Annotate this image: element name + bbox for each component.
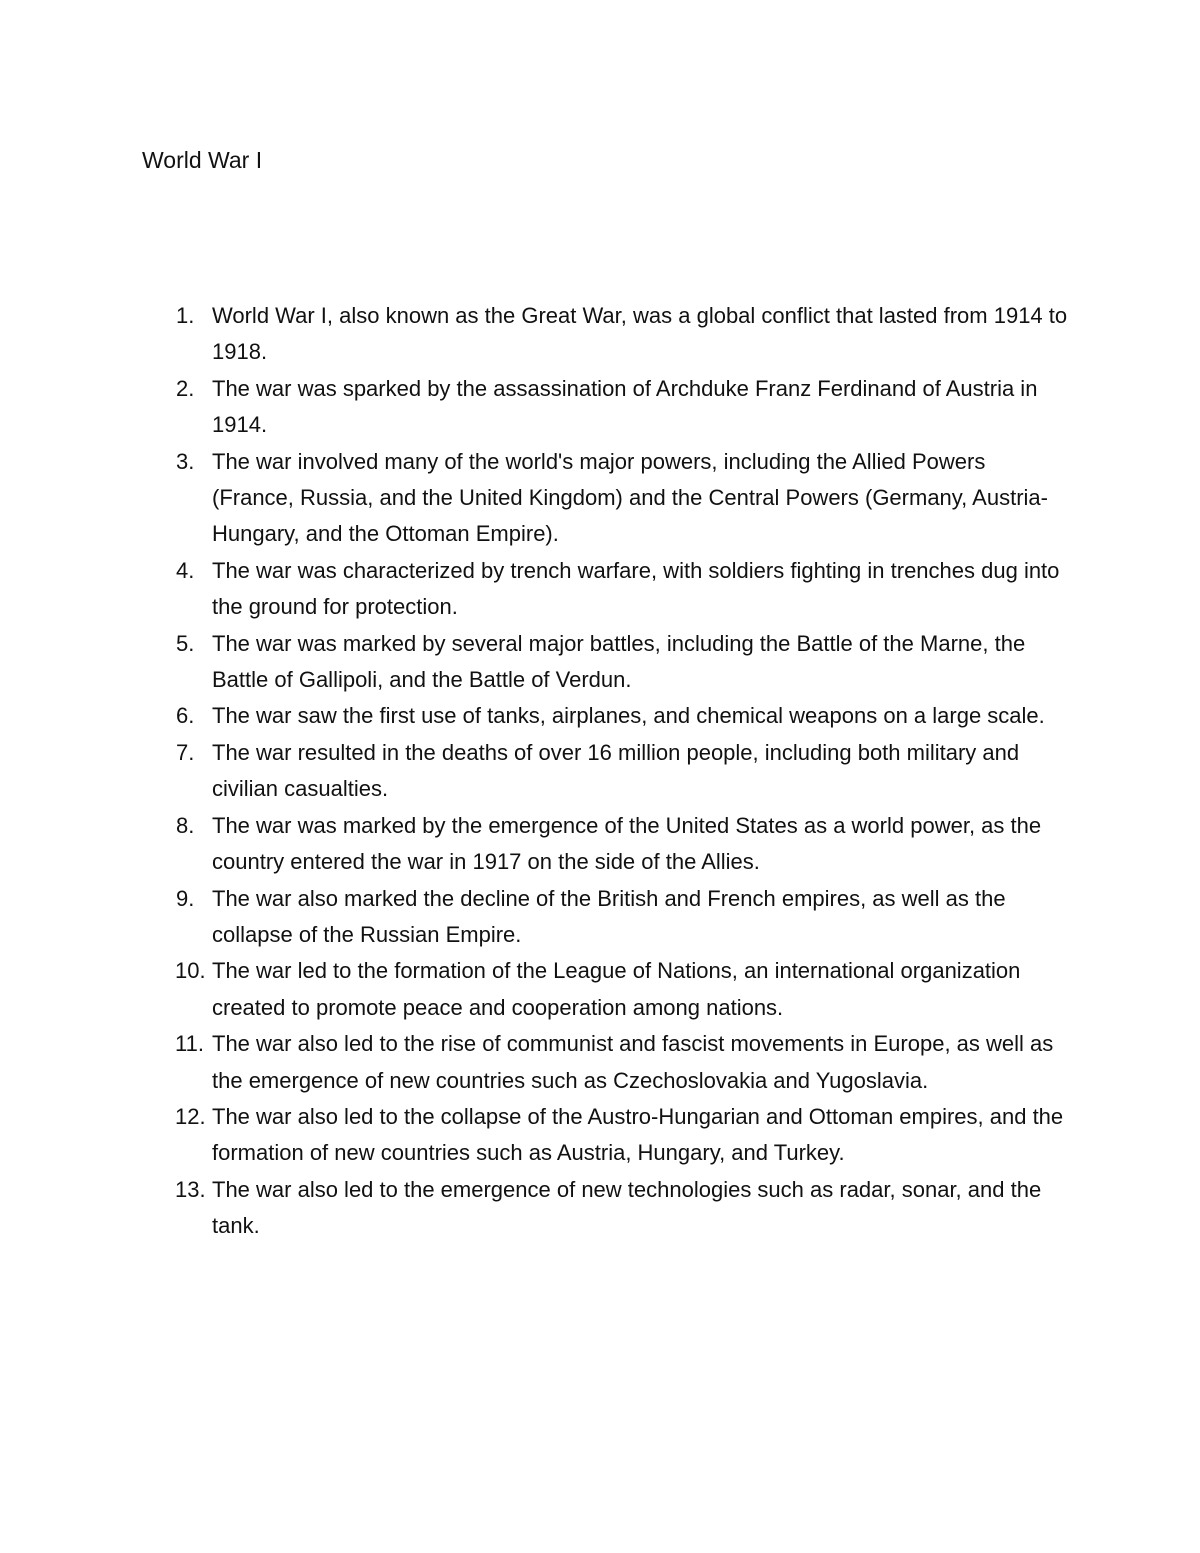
list-item-number: 3.: [176, 448, 195, 474]
list-item: [142, 553, 1072, 626]
list-item-number: 5.: [176, 630, 195, 656]
list-item-text: The war also led to the emergence of new technologies such as radar, sonar, and the tank.: [212, 1176, 1042, 1239]
list-item: [142, 953, 1072, 1026]
list-item-text: The war led to the formation of the League of Nations, an international organization created to promote peace and cooperation among nations.: [212, 958, 1021, 1020]
list-item-number: 9.: [176, 885, 195, 911]
list-item-text: The war saw the first use of tanks, airplanes, and chemical weapons on a large scale.: [212, 703, 1045, 729]
list-item: [142, 298, 1072, 371]
list-item-number: 13.: [175, 1176, 206, 1202]
list-item-text: The war was characterized by trench warfare, with soldiers fighting in trenches dug into the ground for protection.: [212, 557, 1060, 620]
list-item-number: 11.: [175, 1031, 204, 1057]
list-item: [142, 1099, 1072, 1172]
list-item-text: The war also marked the decline of the British and French empires, as well as the collapse of the Russian Empire.: [212, 885, 1006, 947]
list-item-number: 7.: [176, 739, 195, 765]
list-item: [142, 1026, 1072, 1099]
list-item-number: 4.: [176, 557, 195, 583]
list-item-text: The war was marked by several major battles, including the Battle of the Marne, the Battle of Gallipoli, and the Battle of Verdun.: [212, 630, 1026, 693]
list-item: [142, 626, 1072, 699]
list-item: [142, 808, 1072, 881]
list-item-number: 1.: [176, 303, 195, 328]
numbered-list: [142, 298, 1072, 1245]
list-item: [142, 371, 1072, 444]
list-item-number: 10.: [175, 958, 206, 984]
list-item-text: World War I, also known as the Great War, was a global conflict that lasted from 1914 to 1918.: [212, 303, 1068, 365]
list-item: [142, 1172, 1072, 1245]
document-title: World War I: [142, 147, 263, 173]
list-item-text: The war resulted in the deaths of over 16 million people, including both military and civilian casualties.: [212, 739, 1020, 802]
list-item: [142, 444, 1072, 553]
list-item-text: The war also led to the collapse of the Austro-Hungarian and Ottoman empires, and the formation of new countries such as Austria, Hungary, and Turkey.: [212, 1103, 1064, 1166]
list-item: [142, 881, 1072, 954]
list-item: [142, 735, 1072, 808]
list-item-number: 8.: [176, 812, 195, 838]
list-item: [142, 698, 1072, 734]
list-item-text: The war also led to the rise of communist and fascist movements in Europe, as well as the emergence of new countries such as Czechoslovakia and Yugoslavia.: [212, 1031, 1054, 1093]
list-item-number: 12.: [175, 1103, 206, 1129]
list-item-text: The war involved many of the world's major powers, including the Allied Powers (France, Russia, and the United Kingdom) and the Central Powers (Germany, Austria-Hungary, and the Ottoman Empire).: [212, 448, 1048, 547]
list-item-number: 2.: [176, 375, 195, 401]
list-item-text: The war was marked by the emergence of the United States as a world power, as the country entered the war in 1917 on the side of the Allies.: [212, 812, 1042, 875]
list-item-number: 6.: [176, 703, 195, 729]
list-item-text: The war was sparked by the assassination of Archduke Franz Ferdinand of Austria in 1914.: [212, 375, 1038, 438]
